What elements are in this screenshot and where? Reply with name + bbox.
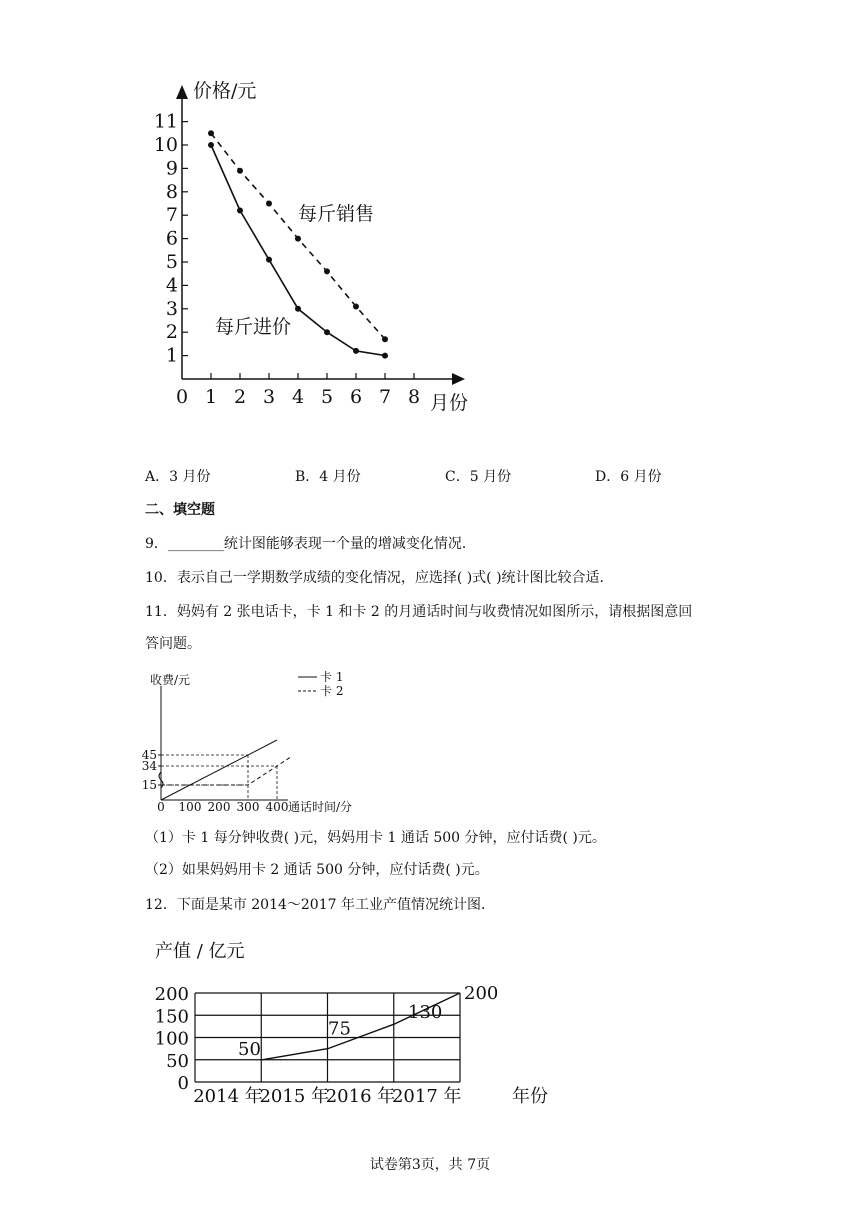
question-11-line2: 答问题。 (145, 636, 201, 652)
option-a[interactable]: A．3 月份 (145, 469, 211, 485)
data-label: 130 (408, 1002, 443, 1024)
y-tick-label: 3 (165, 297, 178, 320)
phone-card-chart (140, 664, 380, 816)
y-axis-title: 价格/元 (193, 80, 257, 102)
data-label: 50 (238, 1038, 261, 1060)
y-tick-label: 15 (141, 778, 157, 792)
question-11-sub1: （1）卡 1 每分钟收费( )元，妈妈用卡 1 通话 500 分钟，应付话费( )元。 (145, 830, 606, 846)
data-point (353, 348, 359, 354)
y-axis-arrow (176, 85, 188, 99)
question-11-line1: 11．妈妈有 2 张电话卡，卡 1 和卡 2 的月通话时间与收费情况如图所示，请根据图意回 (145, 604, 693, 620)
y-tick-label: 1 (165, 344, 178, 367)
x-tick-label: 2 (233, 386, 247, 408)
y-tick-label: 0 (177, 1073, 189, 1094)
x-tick-label: 200 (207, 800, 231, 814)
y-tick-label: 11 (153, 110, 178, 133)
y-tick-label: 7 (165, 204, 178, 227)
question-9: 9．________统计图能够表现一个量的增减变化情况． (145, 536, 476, 552)
series-label: 每斤销售 (298, 203, 375, 225)
x-tick-label: 8 (407, 386, 421, 408)
option-d[interactable]: D．6 月份 (595, 469, 662, 485)
data-point (237, 168, 243, 174)
series-label: 每斤进价 (215, 316, 292, 338)
data-point (295, 236, 301, 242)
section-title: 二、填空题 (145, 502, 215, 518)
data-point (353, 303, 359, 309)
page-footer: 试卷第3页，共 7页 (369, 1157, 491, 1173)
x-tick-label: 7 (378, 386, 392, 408)
question-11-sub2: （2）如果妈妈用卡 2 通话 500 分钟，应付话费( )元。 (145, 862, 489, 878)
x-tick-label: 2016 年 (325, 1086, 396, 1107)
x-tick-label: 5 (320, 386, 334, 408)
y-tick-label: 45 (141, 748, 157, 762)
y-tick-label: 100 (154, 1028, 189, 1050)
data-point (208, 130, 214, 136)
question-10: 10．表示自己一学期数学成绩的变化情况，应选择( )式( )统计图比较合适． (145, 570, 614, 586)
x-tick-label: 3 (262, 386, 276, 408)
x-tick-label: 300 (236, 800, 260, 814)
y-axis-title: 产值 / 亿元 (155, 941, 245, 962)
legend-label: 卡 2 (320, 684, 344, 698)
y-tick-label: 5 (165, 251, 178, 273)
y-tick-label: 2 (165, 321, 178, 344)
data-point (324, 268, 330, 274)
option-c[interactable]: C．5 月份 (445, 469, 512, 485)
x-axis-title: 年份 (512, 1086, 548, 1107)
x-tick-label: 1 (204, 386, 218, 408)
series-line-1 (161, 740, 277, 800)
data-label: 200 (464, 983, 499, 1004)
x-tick-label: 2017 年 (391, 1086, 462, 1107)
series-line-2 (161, 757, 292, 786)
data-point (382, 353, 388, 359)
x-axis-arrow (452, 373, 465, 385)
legend-label: 卡 1 (320, 670, 344, 684)
price-line-chart (153, 75, 490, 420)
industrial-output-chart (150, 935, 570, 1115)
y-tick-label: 34 (141, 759, 157, 773)
x-tick-label: 6 (349, 386, 363, 408)
y-tick-label: 50 (166, 1050, 189, 1072)
y-tick-label: 6 (165, 227, 178, 250)
y-tick-label: 150 (154, 1006, 189, 1028)
y-tick-label: 9 (165, 157, 178, 180)
data-point (208, 142, 214, 148)
data-point (324, 329, 330, 335)
question-12: 12．下面是某市 2014～2017 年工业产值情况统计图． (145, 897, 495, 913)
data-label: 75 (328, 1018, 351, 1040)
y-tick-label: 10 (153, 134, 178, 156)
y-tick-label: 8 (165, 180, 178, 203)
option-b[interactable]: B．4 月份 (295, 469, 361, 485)
x-tick-label: 100 (178, 800, 202, 814)
y-tick-label: 200 (154, 984, 189, 1005)
x-tick-label: 0 (175, 386, 189, 408)
y-axis-title: 收费/元 (150, 673, 191, 687)
data-point (237, 208, 243, 214)
x-tick-label: 400 (265, 800, 289, 814)
y-tick-label: 4 (165, 274, 178, 297)
data-point (266, 257, 272, 263)
x-tick-label: 4 (291, 386, 305, 408)
x-tick-label: 2015 年 (259, 1086, 330, 1107)
x-tick-label: 0 (157, 800, 165, 814)
data-point (295, 306, 301, 312)
data-point (382, 336, 388, 342)
x-axis-title: 通话时间/分 (288, 800, 353, 814)
x-tick-label: 2014 年 (193, 1086, 263, 1107)
x-axis-title: 月份 (430, 392, 469, 414)
data-point (266, 201, 272, 207)
